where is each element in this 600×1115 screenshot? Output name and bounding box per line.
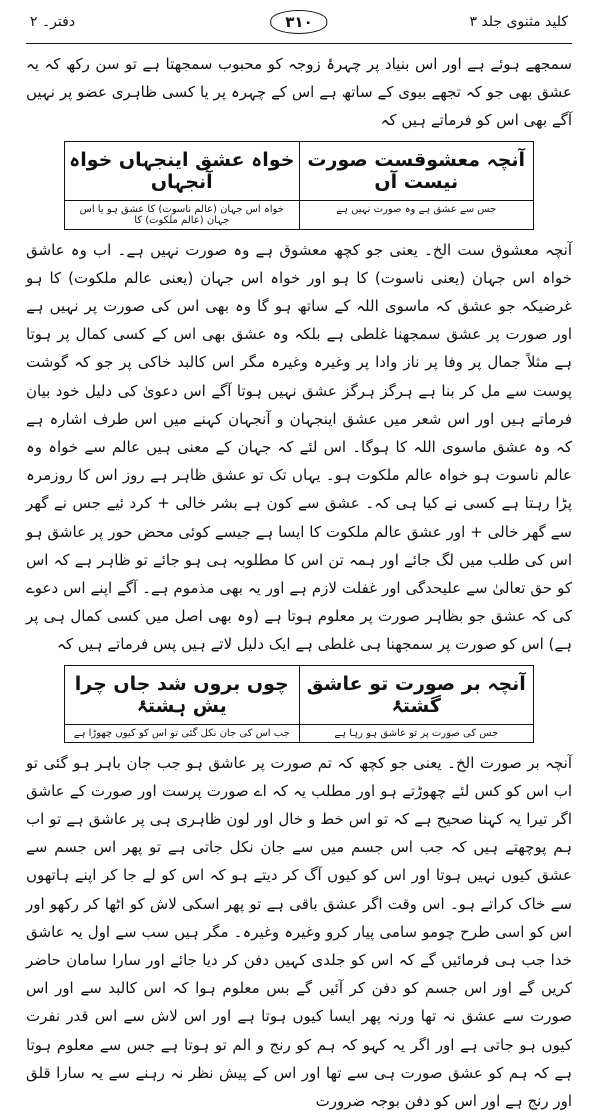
page-header <box>26 10 572 44</box>
section-label: دفتر۔ ۲ <box>30 14 76 30</box>
paragraph-3: آنچہ بر صورت الخ۔ یعنی جو کچھ کہ تم صورت پر عاشق ہو جب جان باہر ہو گئی تو اب اس کو کس لئے چھوڑتے ہو اور مطلب یہ کہ اے صورت پرست اور صورت کے عاشق اگر تیرا یہ کہنا صحیح ہے کہ تو اس خط و خال اور لون ظاہری ہی پر عاشق ہے تو اب ہم پوچھتے ہیں کہ جب اس جسم میں سے جان نکل جاتی ہے تو پھر اس جسم سے عشق کیوں نہیں ہوتا اور اس کو کیوں آگ کر دیتے ہو کہ اس کو لے جا کر اپنے ہاتھوں سے خاک کراتے ہو۔ اس وقت اگر عشق باقی ہے تو پھر اسکی لاش کو اٹھا کر رکھو اور اس کو اسی طرح چومو سامی پیار کرو وغیرہ وغیرہ۔ مگر ہیں سب سے اول یہ عاشق خدا جب ہی فرمائیں گے کہ اس کو جلدی کہیں دفن کر دیا جائے اور سارا سامان حاضر کریں گے اور اس جسم کو دفن کر آئیں گے بس معلوم ہوا کہ اس کالبد سے اور اس صورت سے عشق نہ تھا ورنہ پھر ایسا کیوں ہوتا ہے اور اس لاش سے اس قدر نفرت کیوں ہو جاتی ہے اور اگر یہ کہو کہ ہم کو رنج و الم تو ہوتا ہے جس سے معلوم ہوتا ہے کہ ہم کو عشق صورت ہی سے تھا اور اس کے پیش نظر نہ رہنے سے یہ سارا قلق اور رنج ہے اور اس کو دفن بوجہ ضرورت <box>26 753 572 1111</box>
page-number: ۳۱۰ <box>270 10 327 34</box>
verse-1-line-a: آنچہ معشوقست صورت نیست آں <box>307 148 526 193</box>
verse-1-translation-b: خواہ اس جہان (عالم ناسوت) کا عشق ہو یا اس جہان (عالم ملکوت) کا <box>65 201 300 229</box>
verse-2-translation-b: جب اس کی جان نکل گئی تو اس کو کیوں چھوڑا ہے <box>65 725 300 742</box>
verse-1-line-b: خواہ عشق اینجہاں خواہ آنجہاں <box>65 142 300 200</box>
paragraph-2: آنچہ معشوق ست الخ۔ یعنی جو کچھ معشوق ہے وہ صورت نہیں ہے۔ اب وہ عاشق خواہ اس جہان (یعنی ناسوت) کا ہو اور خواہ اس جہان (یعنی عالم ملکوت) کا ہو غرضیکہ جو عشق کہ ماسوی اللہ کے ساتھ ہو گا وہ بھی اس کی صورت پر نہیں ہے اور صورت پر عشق سمجھنا غلطی ہے بلکہ وہ عشق بھی اس کے کسی کمال پر ہوتا ہے مثلاً جمال پر وفا پر ناز وادا پر وغیرہ وغیرہ مگر اس کالبد خاکی پر جو کہ گوشت پوست سے مل کر بنا ہے ہرگز ہرگز عشق نہیں ہوتا آگے اس دعویٰ کی دلیل خود بیان فرماتے ہیں اور اس شعر میں عشق اینجہان و آنجہان کہنے میں اس طرف اشارہ ہے کہ وہ عشق ماسوی اللہ کا ہوگا۔ اس لئے کہ جہان کے معنی ہیں عالم سے خواہ وہ عالم ناسوت ہو خواہ عالم ملکوت ہو۔ یہاں تک تو عشق ظاہر ہے روز اس کا روزمرہ پڑا رہتا ہے کسی نے کیا ہی کہ۔ عشق سے کون ہے بشر خالی + کرد ئیے جس نے گھر سے گھر خالی + اور عشق عالم ملکوت کا ایسا ہے جیسے کوئی محض حور پر عاشق ہو اس کی طلب میں لگ جائے اور ہمہ تن اس کا مطلوبہ ہی ہو جائے تو ظاہر ہے کہ اس کو حق تعالیٰ سے علیحدگی اور غفلت لازم ہے اور یہ بھی مذموم ہے۔ آگے اپنے اس دعوے کی کہ عشق جو بظاہر صورت پر معلوم ہوتا ہے (وہ بھی اصل میں کسی کمال ہی پر ہے) اس کو صورت پر سمجھنا ہی غلطی ہے ایک دلیل لاتے ہیں پس فرماتے ہیں کہ <box>26 240 572 654</box>
verse-2-line-b: چوں بروں شد جاں چرا یش ہشتۂ <box>65 666 300 724</box>
book-title: کلید مثنوی جلد ۳ <box>469 14 568 30</box>
verse-1-translation-a: جس سے عشق ہے وہ صورت نہیں ہے <box>336 203 497 215</box>
verse-box-2 <box>64 665 534 743</box>
paragraph-1: سمجھے ہوئے ہے اور اس بنیاد پر چہرۂ زوجہ کو محبوب سمجھتا ہے تو سن رکھ کہ یہ عشق بھی جو کہ تجھے بیوی کے ساتھ ہے اس کے چہرہ پر یا کسی ظاہری عضو پر نہیں آگے بھی اس کو فرماتے ہیں کہ <box>26 55 572 130</box>
verse-box-1 <box>64 141 534 230</box>
verse-2-line-a: آنچہ بر صورت تو عاشق گشتۂ <box>306 672 526 717</box>
verse-2-translation-a: جس کی صورت پر تو عاشق ہو رہا ہے <box>334 727 499 739</box>
